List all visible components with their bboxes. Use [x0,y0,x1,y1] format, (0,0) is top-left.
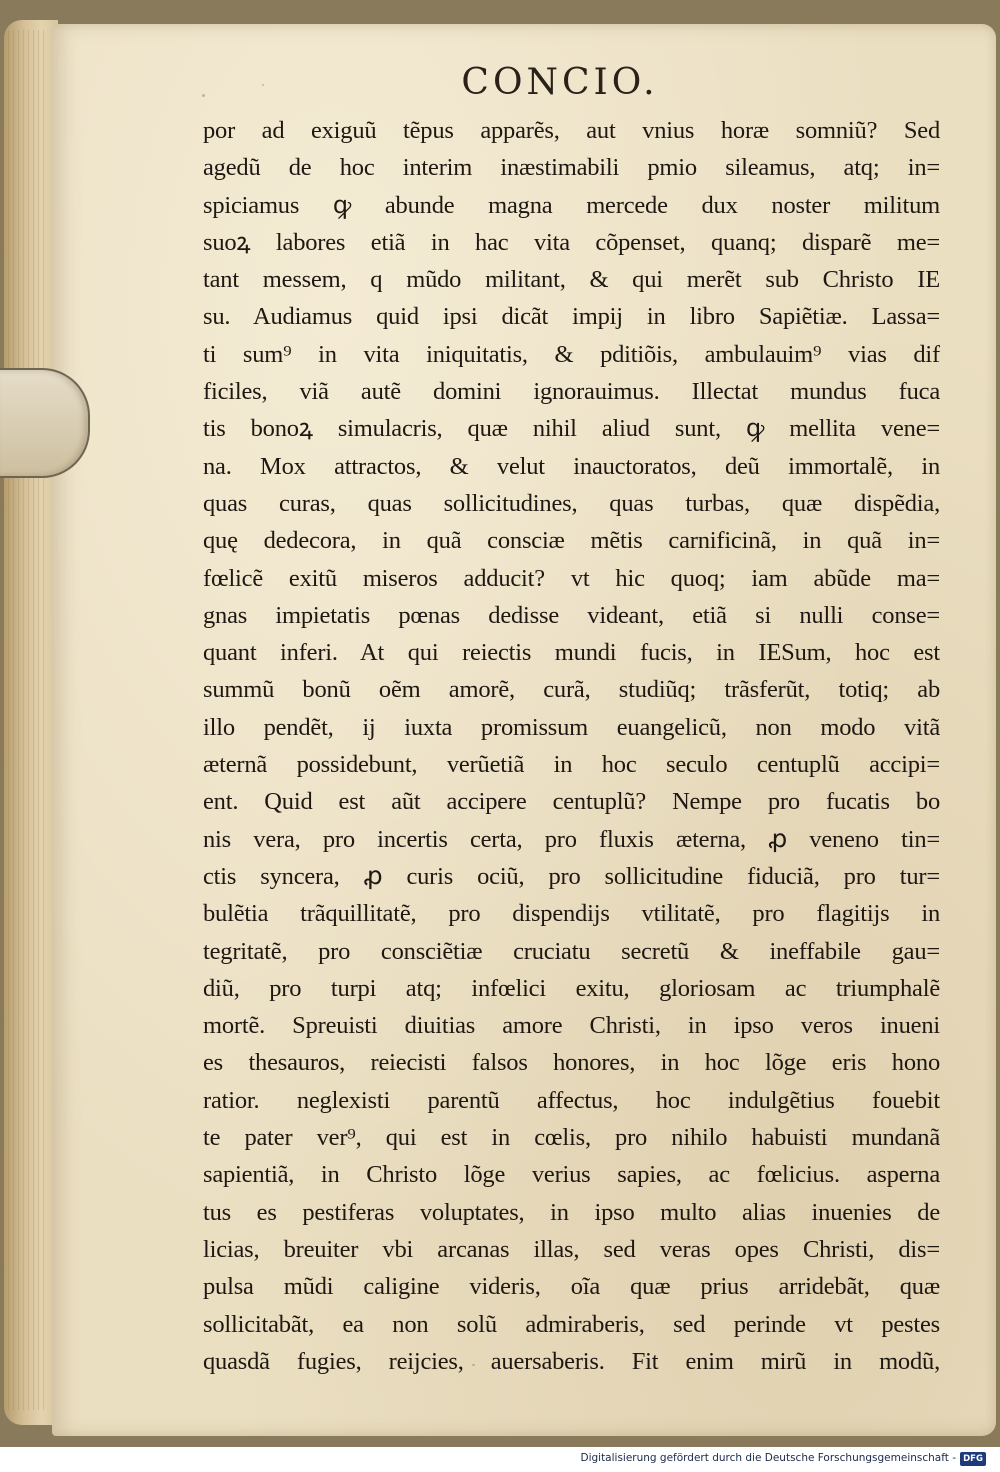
text-line: quasdã fugies, reijcies, auersaberis. Fit enim mirũ in modũ, [203,1347,940,1375]
text-line: agedũ de hoc interim inæstimabili pmio sileamus, atq; in= [203,154,940,182]
text-line: suoꝝ labores etiã in hac vita cõpenset, quanq; disparẽ me= [203,228,940,256]
text-line: tegritatẽ, pro consciẽtiæ cruciatu secretũ & ineffabile gau= [203,937,940,965]
text-line: es thesauros, reiecisti falsos honores, in hoc lõge eris hono [203,1049,940,1077]
text-line: pulsa mũdi caligine videris, oĩa quæ prius arridebãt, quæ [203,1273,940,1301]
text-line: spiciamus ꝙ abunde magna mercede dux noster militum [203,191,940,219]
text-line: gnas impietatis pœnas dedisse videant, etiã si nulli conse= [203,601,940,629]
text-line: ti sum⁹ in vita iniquitatis, & pditiõis, ambulauim⁹ vias dif [203,340,940,368]
dfg-logo: DFG [960,1452,986,1466]
book-clasp [0,368,90,478]
text-line: ficiles, viã autẽ domini ignorauimus. Illectat mundus fuca [203,378,940,406]
body-text [203,112,940,1380]
text-line: ent. Quid est aũt accipere centuplũ? Nempe pro fucatis bo [203,788,940,816]
text-line: æternã possidebunt, verũetiã in hoc seculo centuplũ accipi= [203,751,940,779]
text-line: mortẽ. Spreuisti diuitias amore Christi, in ipso veros inueni [203,1012,940,1040]
text-line: quę dedecora, in quã consciæ mẽtis carnificinã, in quã in= [203,527,940,555]
text-line: te pater ver⁹, qui est in cœlis, pro nihilo habuisti mundanã [203,1124,940,1152]
text-line: ctis syncera, ꝓ curis ociũ, pro sollicitudine fiduciã, pro tur= [203,862,940,890]
text-line: na. Mox attractos, & velut inauctoratos, deũ immortalẽ, in [203,452,940,480]
footer-credit: Digitalisierung gefördert durch die Deutsche Forschungsgemeinschaft - [580,1452,956,1464]
text-line: tant messem, q mũdo militant, & qui merẽt sub Christo IE [203,266,940,294]
text-line: por ad exiguũ tẽpus apparẽs, aut vnius horæ somniũ? Sed [203,117,940,144]
text-line: sapientiã, in Christo lõge verius sapies, ac fœlicius. asperna [203,1161,940,1189]
text-line: quas curas, quas sollicitudines, quas turbas, quæ dispẽdia, [203,489,940,517]
text-line: licias, breuiter vbi arcanas illas, sed veras opes Christi, dis= [203,1235,940,1263]
text-line: quant inferi. At qui reiectis mundi fucis, in IESum, hoc est [203,639,940,667]
text-line: sollicitabãt, ea non solũ admiraberis, sed perinde vt pestes [203,1310,940,1338]
text-line: su. Audiamus quid ipsi dicãt impij in libro Sapiẽtiæ. Lassa= [203,303,940,331]
page-heading: CONCIO. [461,62,659,103]
text-line: ratior. neglexisti parentũ affectus, hoc indulgẽtius fouebit [203,1086,940,1114]
text-line: tis bonoꝝ simulacris, quæ nihil aliud sunt, ꝙ mellita vene= [203,415,940,443]
text-line: nis vera, pro incertis certa, pro fluxis æterna, ꝓ veneno tin= [203,825,940,853]
text-line: bulẽtia trãquillitatẽ, pro dispendijs vtilitatẽ, pro flagitijs in [203,900,940,928]
text-line: diũ, pro turpi atq; infœlici exitu, gloriosam ac triumphalẽ [203,974,940,1002]
text-line: fœlicẽ exitũ miseros adducit? vt hic quoq; iam abũde ma= [203,564,940,592]
page-edge-texture [8,30,48,1410]
text-line: summũ bonũ oẽm amorẽ, curã, studiũq; trãsferũt, totiq; ab [203,676,940,704]
text-line: illo pendẽt, ij iuxta promissum euangelicũ, non modo vitã [203,713,940,741]
text-line: tus es pestiferas voluptates, in ipso multo alias inuenies de [203,1198,940,1226]
